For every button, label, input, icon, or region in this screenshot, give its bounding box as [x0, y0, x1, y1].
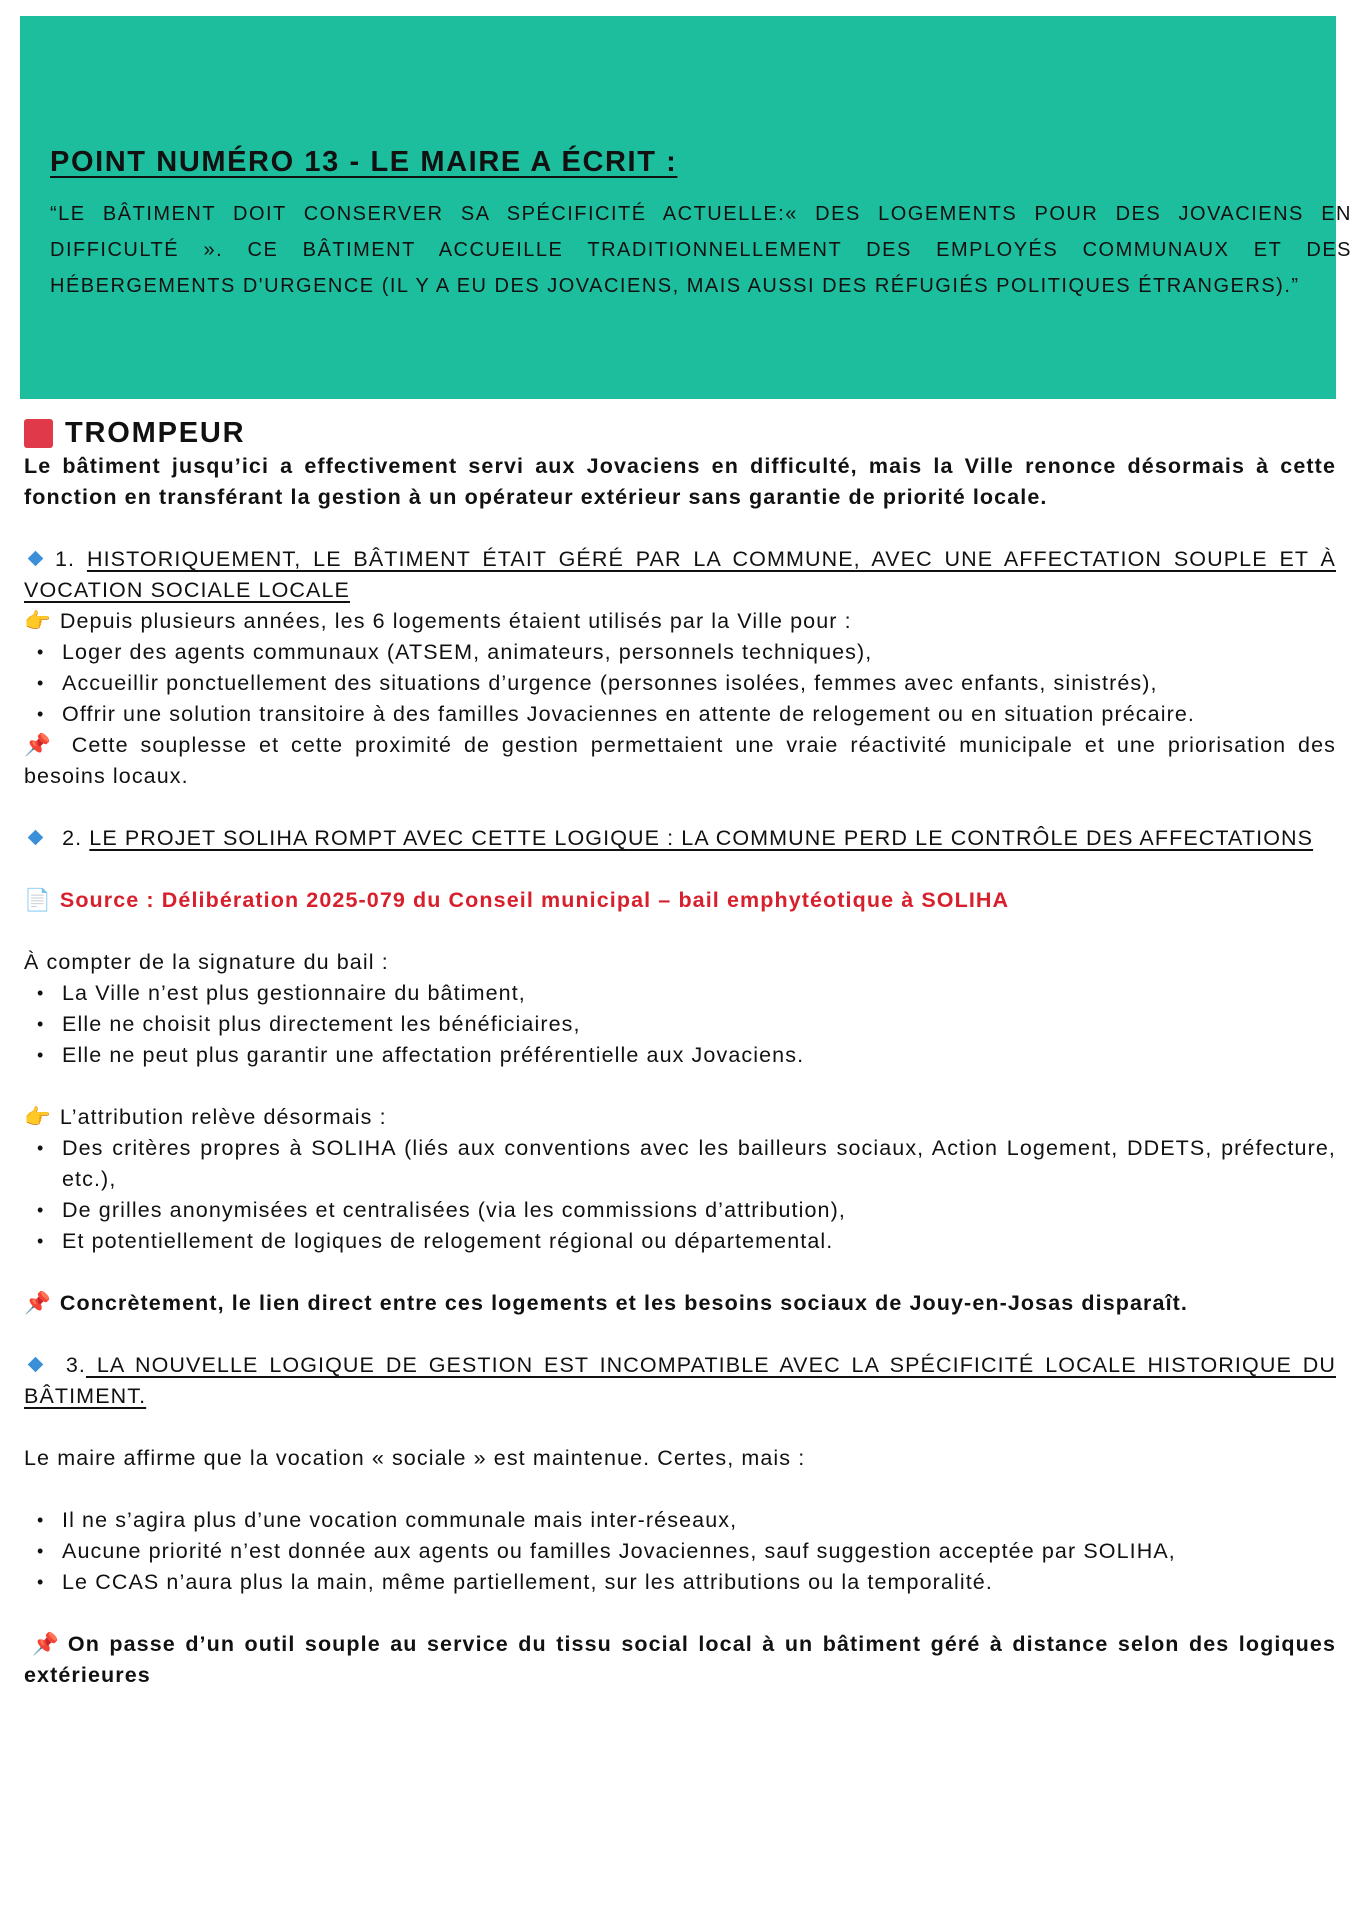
section-3-conclusion: 📌 On passe d’un outil souple au service du tissu social local à un bâtiment géré à distance selon des logiques extérieures: [24, 1629, 1336, 1691]
section-2-list-1: [24, 978, 1336, 1071]
section-1-title: HISTORIQUEMENT, LE BÂTIMENT ÉTAIT GÉRÉ PAR LA COMMUNE, AVEC UNE AFFECTATION SOUPLE ET À VOCATION SOCIALE LOCALE: [24, 547, 1336, 602]
list-item: • Elle ne choisit plus directement les bénéficiaires,: [24, 1009, 1336, 1040]
list-item: • Loger des agents communaux (ATSEM, animateurs, personnels techniques),: [24, 637, 1336, 668]
blue-diamond-icon: [28, 830, 44, 846]
pushpin-icon: 📌: [24, 733, 52, 757]
list-item: • Le CCAS n’aura plus la main, même partiellement, sur les attributions ou la temporalité.: [24, 1567, 1336, 1598]
section-2-intro-2: 👉 L’attribution relève désormais :: [24, 1102, 1336, 1133]
verdict-label: TROMPEUR: [65, 416, 246, 449]
section-2-title: LE PROJET SOLIHA ROMPT AVEC CETTE LOGIQUE : LA COMMUNE PERD LE CONTRÔLE DES AFFECTATIONS: [89, 826, 1314, 850]
verdict-summary: Le bâtiment jusqu’ici a effectivement servi aux Jovaciens en difficulté, mais la Ville renonce désormais à cette fonction en transférant la gestion à un opérateur extérieur sans garantie de priorité locale.: [24, 454, 1336, 509]
section-2-source: 📄 Source : Délibération 2025-079 du Conseil municipal – bail emphytéotique à SOLIHA: [24, 885, 1336, 916]
section-3-number: 3.: [65, 1353, 86, 1377]
pointing-hand-icon: 👉: [24, 609, 52, 633]
document-icon: 📄: [24, 888, 52, 912]
header-banner: [20, 16, 1352, 399]
list-item: • La Ville n’est plus gestionnaire du bâtiment,: [24, 978, 1336, 1009]
section-1-note: 📌 Cette souplesse et cette proximité de gestion permettaient une vraie réactivité municipale et une priorisation des besoins locaux.: [24, 730, 1336, 792]
list-item: • Elle ne peut plus garantir une affectation préférentielle aux Jovaciens.: [24, 1040, 1336, 1071]
fact-check-content: [24, 415, 1336, 1691]
pointing-hand-icon: 👉: [24, 1105, 52, 1129]
section-3-title: LA NOUVELLE LOGIQUE DE GESTION EST INCOMPATIBLE AVEC LA SPÉCIFICITÉ LOCALE HISTORIQUE DU BÂTIMENT.: [24, 1353, 1336, 1408]
section-3-list: [24, 1505, 1336, 1598]
list-item: • De grilles anonymisées et centralisées (via les commissions d’attribution),: [24, 1195, 1336, 1226]
section-2-intro-1: À compter de la signature du bail :: [24, 950, 389, 974]
pushpin-icon: 📌: [32, 1632, 60, 1656]
list-item: • Il ne s’agira plus d’une vocation communale mais inter-réseaux,: [24, 1505, 1336, 1536]
section-2-heading: [24, 823, 1336, 854]
list-item: • Accueillir ponctuellement des situations d’urgence (personnes isolées, femmes avec enfants, sinistrés),: [24, 668, 1336, 699]
section-1-heading: [24, 544, 1336, 606]
list-item: • Des critères propres à SOLIHA (liés aux conventions avec les bailleurs sociaux, Action Logement, DDETS, préfecture, etc.),: [24, 1133, 1336, 1195]
section-2-list-2: [24, 1133, 1336, 1257]
section-1-intro: 👉 Depuis plusieurs années, les 6 logements étaient utilisés par la Ville pour :: [24, 606, 1336, 637]
verdict: [24, 415, 1336, 451]
section-3-intro: Le maire affirme que la vocation « sociale » est maintenue. Certes, mais :: [24, 1446, 806, 1470]
list-item: • Aucune priorité n’est donnée aux agents ou familles Jovaciennes, sauf suggestion acceptée par SOLIHA,: [24, 1536, 1336, 1567]
list-item: • Et potentiellement de logiques de relogement régional ou départemental.: [24, 1226, 1336, 1257]
blue-diamond-icon: [28, 551, 44, 567]
red-square-icon: [24, 419, 53, 448]
section-2-conclusion: 📌 Concrètement, le lien direct entre ces logements et les besoins sociaux de Jouy-en-Josas disparaît.: [24, 1288, 1336, 1319]
section-3-heading: [24, 1350, 1336, 1412]
banner-title: POINT NUMÉRO 13 - LE MAIRE A ÉCRIT :: [50, 146, 678, 178]
section-1-number: 1.: [55, 547, 87, 571]
section-2-number: 2.: [62, 826, 90, 850]
mayor-quote: “LE BÂTIMENT DOIT CONSERVER SA SPÉCIFICITÉ ACTUELLE:« DES LOGEMENTS POUR DES JOVACIENS EN DIFFICULTÉ ». CE BÂTIMENT ACCUEILLE TRADITIONNELLEMENT DES EMPLOYÉS COMMUNAUX ET DES HÉBERGEMENTS D'URGENCE (IL Y A EU DES JOVACIENS, MAIS AUSSI DES RÉFUGIÉS POLITIQUES ÉTRANGERS).”: [50, 203, 1352, 297]
pushpin-icon: 📌: [24, 1291, 52, 1315]
list-item: • Offrir une solution transitoire à des familles Jovaciennes en attente de relogement ou en situation précaire.: [24, 699, 1336, 730]
section-1-list: [24, 637, 1336, 730]
blue-diamond-icon: [28, 1357, 44, 1373]
